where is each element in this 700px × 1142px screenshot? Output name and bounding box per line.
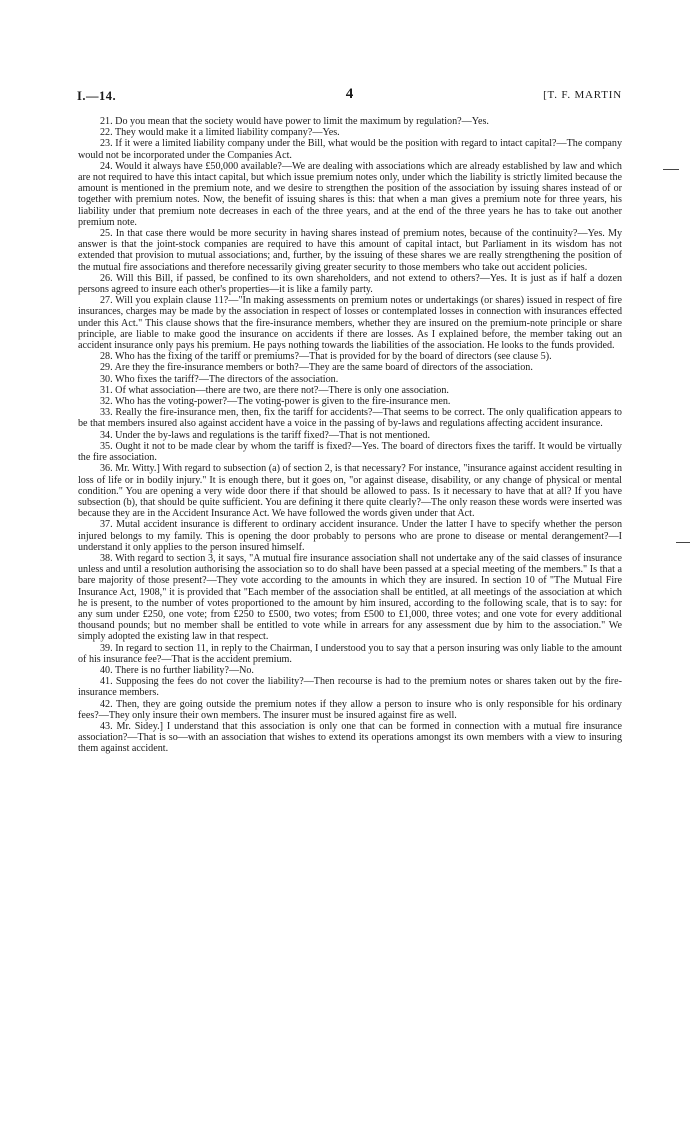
question-39: 39. In regard to section 11, in reply to the Chairman, I understood you to say that a person insuring was only liable to the amount of his insurance fee?—That is the accident premium. (78, 642, 622, 665)
question-28: 28. Who has the fixing of the tariff or premiums?—That is provided for by the board of directors (see clause 5). (100, 351, 552, 363)
question-38: 38. With regard to section 3, it says, "A mutual fire insurance association shall not undertake any of the said classes of insurance unless and until a resolution authorising the association so to do shall have been passed at a special meeting of the members." Is that a bare majority of those present?—They vote according to the amounts in which they are insured. In section 10 of "The Mutual Fire Insurance Act, 1908," it is provided that "Each member of the association shall be entitled, at all meetings of the association at which he is present, to the number of votes proportioned to the amount by him insured, according to the following scale, that is to say: for any sum under £250, one vote; from £250 to £500, two votes; from £500 to £1,000, three votes; and one vote for every additional thousand pounds; but no member shall be entitled to vote while in arrears for any assessment due by him to the association." We simply adopted the existing law in that respect. (78, 552, 622, 643)
question-23: 23. If it were a limited liability company under the Bill, what would be the position with regard to intact capital?—The company would not be incorporated under the Companies Act. (78, 138, 622, 161)
transcript-body (78, 116, 622, 755)
paper-reference: I.—14. (77, 89, 117, 103)
question-40: 40. There is no further liability?—No. (100, 664, 254, 676)
witness-name: [T. F. MARTIN (543, 89, 622, 101)
question-34: 34. Under the by-laws and regulations is the tariff fixed?—That is not mentioned. (100, 429, 430, 441)
question-32: 32. Who has the voting-power?—The voting-power is given to the fire-insurance men. (100, 396, 451, 408)
margin-mark (663, 169, 679, 170)
margin-mark (676, 542, 690, 543)
question-26: 26. Will this Bill, if passed, be confined to its own shareholders, and not extend to others?—Yes. It is just as if half a dozen persons agreed to insure each other's properties—it is like a family party. (78, 272, 622, 296)
question-30: 30. Who fixes the tariff?—The directors of the association. (100, 373, 339, 385)
question-24: 24. Would it always have £50,000 available?—We are dealing with associations which are already established by law and which are not required to have this intact capital, but which issue premium notes only, under which the liability is strictly limited because the amount is mentioned in the premium note, and we desire to strengthen the position of the association by issuing shares instead of or together with premium notes. Now, the benefit of issuing shares is this: that when a man gives a premium note for three years, his liability under that premium note decreases in each of the three years, and at the end of the three years he has to take out another premium note. (78, 160, 622, 228)
question-41: 41. Supposing the fees do not cover the liability?—Then recourse is had to the premium notes or shares taken out by the fire-insurance members. (78, 676, 622, 699)
question-33: 33. Really the fire-insurance men, then, fix the tariff for accidents?—That seems to be correct. The only qualification appears to be that members insured also against accident have a voice in the passing of by-laws and regulations affecting accident insurance. (78, 407, 622, 430)
question-21: 21. Do you mean that the society would have power to limit the maximum by regulation?—Yes. (100, 116, 489, 127)
question-29: 29. Are they the fire-insurance members or both?—They are the same board of directors of the association. (100, 362, 533, 374)
page-number: 4 (345, 86, 354, 102)
question-35: 35. Ought it not to be made clear by whom the tariff is fixed?—Yes. The board of directors fixes the tariff. It would be virtually the fire association. (78, 440, 622, 464)
question-36: 36. Mr. Witty.] With regard to subsection (a) of section 2, is that necessary? For instance, "insurance against accident resulting in loss of life or in bodily injury." It is enough there, but it goes on, "or against disease, disability, or any change of physical or mental condition." You are opening a very wide door there if that should be allowed to pass. Is it necessary to have that at all? If you have subsection (b), that should be quite sufficient. You are defining it there quite clearly?—The only reason these words were inserted was because they are in the Accident Insurance Act. We have followed the words given under that Act. (78, 463, 622, 520)
question-43: 43. Mr. Sidey.] I understand that this association is only one that can be formed in connection with a mutual fire insurance association?—That is so—with an association that wishes to extend its operations amongst its own members with a view to insuring them against accident. (78, 720, 622, 755)
question-27: 27. Will you explain clause 11?—"In making assessments on premium notes or undertakings (or shares) issued in respect of fire insurances, charges may be made by the association in respect of losses or contemplated losses in connection with insurances effected under this Act." This clause shows that the fire-insurance members, whether they are insured on the premium-note principle or share principle, are liable to make good the insurance on accidents if there are losses. As I explained before, the member taking out an accident insurance only pays his premium. He pays nothing towards the liabilities of the association. He looks to the funds provided. (78, 295, 622, 352)
question-25: 25. In that case there would be more security in having shares instead of premium notes, because of the continuity?—Yes. My answer is that the joint-stock companies are required to have this amount of capital intact, but Parliament in its wisdom has not extended that provision to mutual associations; and, further, by the issuing of these shares we are really strengthening the position of the mutual fire associations and therefore necessarily giving greater security to those members who take out accident policies. (78, 228, 622, 273)
question-42: 42. Then, they are going outside the premium notes if they allow a person to insure who is only responsible for his ordinary fees?—They only insure their own members. The insurer must be insured against fire as well. (78, 698, 622, 721)
question-37: 37. Mutal accident insurance is different to ordinary accident insurance. Under the latter I have to specify whether the person injured belongs to my family. This is opening the door probably to persons who are prone to disease or mental derangement?—I understand it only applies to the person insured himself. (78, 519, 622, 553)
page-header (77, 86, 622, 109)
question-31: 31. Of what association—there are two, are there not?—There is only one association. (100, 384, 449, 396)
question-22: 22. They would make it a limited liability company?—Yes. (100, 127, 340, 139)
